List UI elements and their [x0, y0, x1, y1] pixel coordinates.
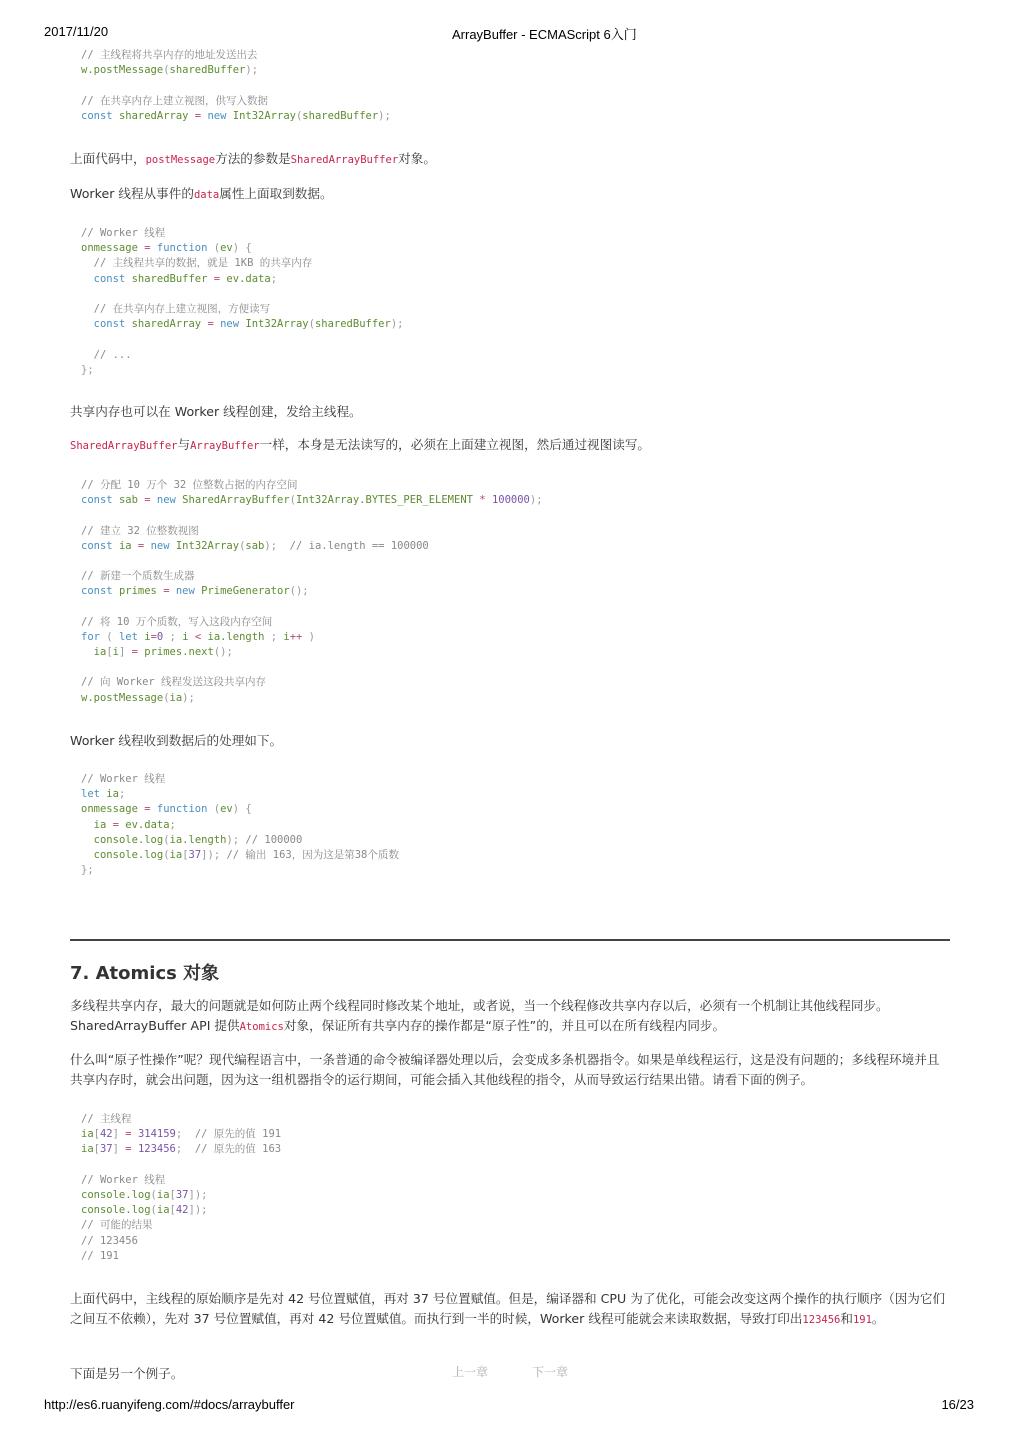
code-token: console.log	[93, 848, 164, 861]
code-line	[81, 226, 403, 241]
code-token	[81, 849, 94, 861]
code-line	[81, 584, 543, 599]
code-token: [	[106, 646, 113, 659]
text-run: 下面是另一个例子。	[70, 1366, 184, 1381]
text-run: 上面代码中，主线程的原始顺序是先对 42 号位置赋值，再对 37 号位置赋值。但是，编译器和 CPU 为了优化，可能会改变这两个操作的执行顺序（因为它们之间互不依赖），先对 37 号位置赋值，再对 42 号位置赋值。而执行到一半的时候，Worker 线程可能就会来读取数据，导致打印出	[70, 1291, 946, 1326]
code-token: [	[169, 1188, 176, 1201]
inline-code: ArrayBuffer	[190, 440, 260, 452]
code-token	[81, 834, 94, 846]
code-token: ;	[264, 630, 284, 643]
code-token: sharedBuffer	[302, 109, 379, 122]
code-token: ;	[175, 1128, 183, 1141]
section-heading: 7. Atomics 对象	[70, 963, 220, 984]
code-token: ]);	[201, 848, 221, 861]
text-run: 对象。	[398, 151, 436, 166]
code-line	[81, 1203, 281, 1218]
code-line	[81, 63, 391, 78]
code-line	[81, 302, 403, 317]
code-token: =	[125, 646, 145, 659]
code-line	[81, 1158, 281, 1173]
code-token: Int32Array	[245, 318, 309, 331]
code-line	[81, 554, 543, 569]
code-line	[81, 1173, 281, 1188]
code-line	[81, 1127, 281, 1142]
code-token: )	[302, 630, 316, 643]
code-token: ;	[175, 1143, 183, 1156]
code-line	[81, 508, 543, 523]
code-token: // 主线程将共享内存的地址发送出去	[81, 49, 258, 61]
code-line	[81, 348, 403, 363]
code-token: const	[93, 318, 132, 331]
text-run: 方法的参数是	[215, 151, 291, 166]
code-token: ();	[213, 646, 233, 659]
code-token: ia	[156, 1204, 170, 1217]
code-token: 42	[99, 1128, 113, 1141]
code-token: ev.data	[125, 818, 170, 831]
code-line	[81, 833, 399, 848]
inline-code: SharedArrayBuffer	[290, 154, 399, 166]
code-token	[81, 273, 94, 285]
code-token: =	[106, 818, 126, 831]
code-line	[81, 787, 399, 802]
code-line	[81, 478, 543, 493]
prev-chapter-link[interactable]: 上一章	[452, 1365, 489, 1379]
code-token: // 主线程共享的数据，就是 1KB 的共享内存	[81, 257, 313, 270]
code-token: ia	[81, 1143, 94, 1156]
code-token: 100000	[491, 494, 530, 507]
code-line	[81, 1188, 281, 1203]
code-token: new	[156, 494, 183, 507]
code-token: // 输出 163，因为这是第38个质数	[220, 848, 399, 861]
code-token: i	[283, 630, 290, 643]
code-token: =	[201, 318, 221, 331]
code-token: onmessage	[81, 242, 138, 255]
code-token: primes.next	[144, 646, 214, 659]
code-token: );	[226, 833, 240, 846]
text-run: 共享内存也可以在 Worker 线程创建，发给主线程。	[70, 404, 362, 419]
code-token: ia	[93, 646, 107, 659]
code-line	[81, 109, 391, 124]
code-token: 42	[175, 1204, 189, 1217]
code-token: new	[175, 585, 202, 598]
code-token: w.postMessage	[81, 64, 164, 77]
code-token: sab	[118, 494, 138, 507]
inline-code: SharedArrayBuffer	[70, 440, 178, 452]
code-token: );	[529, 494, 543, 507]
inline-code: Atomics	[239, 1021, 284, 1033]
code-token: ia.length	[169, 833, 227, 846]
code-token: ]	[112, 1128, 119, 1141]
code-token: (	[163, 848, 170, 861]
code-token: ]	[118, 646, 126, 659]
text-run: 与	[177, 437, 191, 452]
code-token: // 分配 10 万个 32 位整数占据的内存空间	[81, 479, 298, 491]
text-run: Worker 线程收到数据后的处理如下。	[70, 733, 283, 748]
code-line	[81, 317, 403, 332]
code-line	[81, 256, 403, 271]
code-token: (	[308, 318, 315, 331]
code-token: ia	[81, 1128, 94, 1141]
code-token: let	[118, 630, 145, 643]
code-block	[81, 772, 399, 878]
code-token: i	[182, 630, 189, 643]
code-token: };	[81, 363, 94, 376]
code-token: ();	[289, 585, 309, 598]
section-divider	[70, 939, 950, 941]
code-token: ev.data	[226, 272, 271, 285]
code-token: const	[81, 585, 119, 598]
inline-code: 123456	[802, 1314, 841, 1326]
text-run: Worker 线程从事件的	[70, 186, 194, 201]
code-line	[81, 691, 543, 706]
code-token: =	[137, 494, 157, 507]
inline-code: postMessage	[145, 154, 216, 166]
code-token: // 100000	[239, 833, 303, 846]
code-token: sab	[245, 539, 265, 552]
code-token: 37	[175, 1188, 189, 1201]
code-token: );	[182, 691, 195, 704]
code-token: ;	[163, 630, 183, 643]
code-token: Int32Array	[232, 109, 296, 122]
inline-code: data	[193, 189, 220, 201]
code-token: const	[81, 494, 119, 507]
code-token: ev	[220, 242, 233, 255]
code-token: (	[163, 691, 170, 704]
text-run: 上面代码中，	[70, 151, 146, 166]
code-block	[81, 478, 543, 706]
print-title: ArrayBuffer - ECMAScript 6入门	[452, 27, 637, 42]
code-token: ;	[270, 272, 278, 285]
code-token: ]);	[188, 1188, 208, 1201]
code-line	[81, 493, 543, 508]
code-token: // 主线程	[81, 1113, 132, 1125]
code-token: );	[245, 64, 259, 77]
paragraph	[70, 149, 950, 170]
code-token: PrimeGenerator	[201, 585, 290, 598]
code-line	[81, 539, 543, 554]
code-token: // Worker 线程	[81, 773, 166, 785]
code-line	[81, 48, 391, 63]
code-token: (	[163, 64, 170, 77]
code-line	[81, 1234, 281, 1249]
code-token: Int32Array.BYTES_PER_ELEMENT	[295, 494, 473, 507]
code-token: new	[150, 539, 176, 552]
code-token: ;	[169, 818, 176, 831]
paragraph	[70, 996, 950, 1037]
code-token	[81, 646, 94, 658]
code-token: // 可能的结果	[81, 1219, 153, 1232]
code-token: 37	[99, 1143, 113, 1156]
text-run: 多线程共享内存，最大的问题就是如何防止两个线程同时修改某个地址，或者说，当一个线程修改共享内存以后，必须有一个机制让其他线程同步。SharedArrayBuffer API 提供	[70, 998, 889, 1033]
code-token: ia	[169, 848, 183, 861]
code-line	[81, 241, 403, 256]
code-token: // 在共享内存上建立视图，方便读写	[81, 302, 271, 315]
code-token: (	[213, 803, 221, 816]
code-token: // 191	[81, 1249, 119, 1262]
text-run: 什么叫“原子性操作”呢？现代编程语言中，一条普通的命令被编译器处理以后，会变成多条机器指令。如果是单线程运行，这是没有问题的；多线程环境并且共享内存时，就会出问题，因为这一组机器指令的运行期间，可能会插入其他线程的指令，从而导致运行结果出错。请看下面的例子。	[70, 1052, 940, 1087]
code-token: sharedBuffer	[314, 318, 391, 331]
code-token: // 新建一个质数生成器	[81, 570, 195, 583]
code-token: // 原先的值 163	[182, 1143, 282, 1156]
code-token: // 在共享内存上建立视图，供写入数据	[81, 94, 268, 107]
paragraph	[70, 402, 950, 422]
code-token: ia	[118, 539, 132, 552]
code-line	[81, 675, 543, 690]
code-token: // ia.length == 100000	[277, 539, 429, 552]
code-token: =	[118, 1143, 138, 1156]
paragraph	[70, 1050, 950, 1090]
code-token: =	[150, 630, 157, 643]
code-token: // ...	[81, 348, 132, 361]
code-token: );	[390, 318, 404, 331]
code-token: function	[156, 803, 214, 816]
code-token: console.log	[81, 1204, 151, 1217]
code-token: SharedArrayBuffer	[182, 494, 290, 507]
code-token: Int32Array	[175, 539, 240, 552]
code-line	[81, 332, 403, 347]
text-run: 一样，本身是无法读写的，必须在上面建立视图，然后通过视图读写。	[259, 437, 651, 452]
code-block	[81, 48, 391, 124]
code-token: ]);	[188, 1204, 208, 1217]
code-token: // Worker 线程	[81, 1173, 166, 1186]
code-line	[81, 615, 543, 630]
code-token: ev	[220, 803, 233, 816]
text-run: 对象，保证所有共享内存的操作都是“原子性”的，并且可以在所有线程内同步。	[283, 1018, 726, 1033]
code-line	[81, 660, 543, 675]
code-token: i	[144, 630, 151, 643]
code-token: sharedBuffer	[169, 64, 246, 77]
code-token: =	[137, 803, 157, 816]
code-line	[81, 630, 543, 645]
code-line	[81, 1249, 281, 1264]
code-token: ++	[289, 630, 303, 643]
paragraph	[70, 731, 950, 751]
code-token: ia	[156, 1188, 170, 1201]
paragraph	[70, 184, 950, 205]
code-block	[81, 1112, 281, 1264]
code-line	[81, 802, 399, 817]
code-line	[81, 272, 403, 287]
code-line	[81, 1218, 281, 1233]
code-token: console.log	[93, 833, 164, 846]
code-token: // 原先的值 191	[182, 1128, 282, 1141]
paragraph	[70, 435, 950, 456]
code-token: ia	[169, 691, 183, 704]
code-token: for	[81, 630, 107, 643]
code-token: =	[118, 1128, 138, 1141]
code-token: (	[163, 833, 170, 846]
code-token: // 建立 32 位整数视图	[81, 524, 199, 537]
code-token: (	[150, 1204, 157, 1217]
text-run: 和	[840, 1311, 853, 1326]
code-token: (	[150, 1188, 157, 1201]
code-line	[81, 94, 391, 109]
code-token: let	[81, 788, 107, 801]
code-token: (	[239, 539, 246, 552]
code-token: // 向 Worker 线程发送这段共享内存	[81, 676, 267, 689]
code-line	[81, 600, 543, 615]
code-line	[81, 772, 399, 787]
page-url: http://es6.ruanyifeng.com/#docs/arraybuffer	[44, 1397, 295, 1412]
inline-code: 191	[852, 1314, 872, 1326]
code-token: <	[188, 630, 208, 643]
code-token: new	[207, 109, 233, 122]
code-token: primes	[118, 585, 157, 598]
code-token: [	[93, 1143, 100, 1156]
code-token: ]	[112, 1143, 119, 1156]
code-token: 123456	[137, 1143, 176, 1156]
code-token: *	[472, 494, 492, 507]
paragraph	[70, 1364, 950, 1384]
print-date: 2017/11/20	[44, 24, 109, 39]
code-token: console.log	[81, 1188, 151, 1201]
code-token: =	[137, 242, 157, 255]
code-token: onmessage	[81, 803, 138, 816]
code-token: 0	[156, 630, 164, 643]
code-token: 37	[188, 848, 202, 861]
page-number: 16/23	[941, 1397, 974, 1412]
code-token: );	[378, 109, 391, 122]
code-token: // 123456	[81, 1234, 138, 1247]
text-run: 。	[871, 1311, 885, 1326]
code-token: const	[81, 109, 119, 122]
text-run: 属性上面取到数据。	[219, 186, 333, 201]
code-line	[81, 363, 403, 378]
code-line	[81, 1142, 281, 1157]
code-token: ia	[93, 818, 107, 831]
code-token: ) {	[232, 803, 252, 816]
code-block	[81, 226, 403, 378]
code-line	[81, 287, 403, 302]
code-token: // 将 10 万个质数，写入这段内存空间	[81, 615, 273, 628]
next-chapter-link[interactable]: 下一章	[532, 1365, 569, 1379]
code-token: sharedArray	[118, 109, 189, 122]
code-token: (	[289, 494, 296, 507]
code-line	[81, 863, 399, 878]
code-line	[81, 1112, 281, 1127]
code-token: (	[295, 109, 303, 122]
code-token: );	[264, 539, 278, 552]
code-token: =	[188, 109, 208, 122]
code-line	[81, 818, 399, 833]
code-token: [	[169, 1204, 176, 1217]
code-token: };	[81, 864, 94, 877]
code-token: =	[207, 272, 227, 285]
code-token	[81, 819, 94, 831]
code-token: ia.length	[207, 630, 265, 643]
code-token: const	[93, 272, 132, 285]
code-line	[81, 569, 543, 584]
code-line	[81, 848, 399, 863]
code-token: // Worker 线程	[81, 227, 166, 239]
code-token: i	[112, 646, 119, 659]
paragraph	[70, 1289, 950, 1330]
code-token: ia	[106, 788, 119, 801]
code-token: [	[93, 1128, 100, 1141]
code-line	[81, 645, 543, 660]
code-token: (	[106, 630, 119, 643]
code-token: ) {	[232, 242, 252, 255]
code-token: (	[213, 242, 221, 255]
code-token: new	[220, 318, 246, 331]
code-token: =	[156, 585, 176, 598]
code-token: 314159	[137, 1128, 176, 1141]
code-token: ;	[118, 788, 126, 801]
code-token: sharedArray	[131, 318, 202, 331]
code-token: =	[131, 539, 151, 552]
code-token	[81, 318, 94, 330]
code-token: sharedBuffer	[131, 272, 208, 285]
code-line	[81, 78, 391, 93]
code-token: function	[156, 242, 214, 255]
code-token: [	[182, 848, 189, 861]
code-token: const	[81, 539, 119, 552]
code-token: w.postMessage	[81, 691, 164, 704]
code-line	[81, 524, 543, 539]
